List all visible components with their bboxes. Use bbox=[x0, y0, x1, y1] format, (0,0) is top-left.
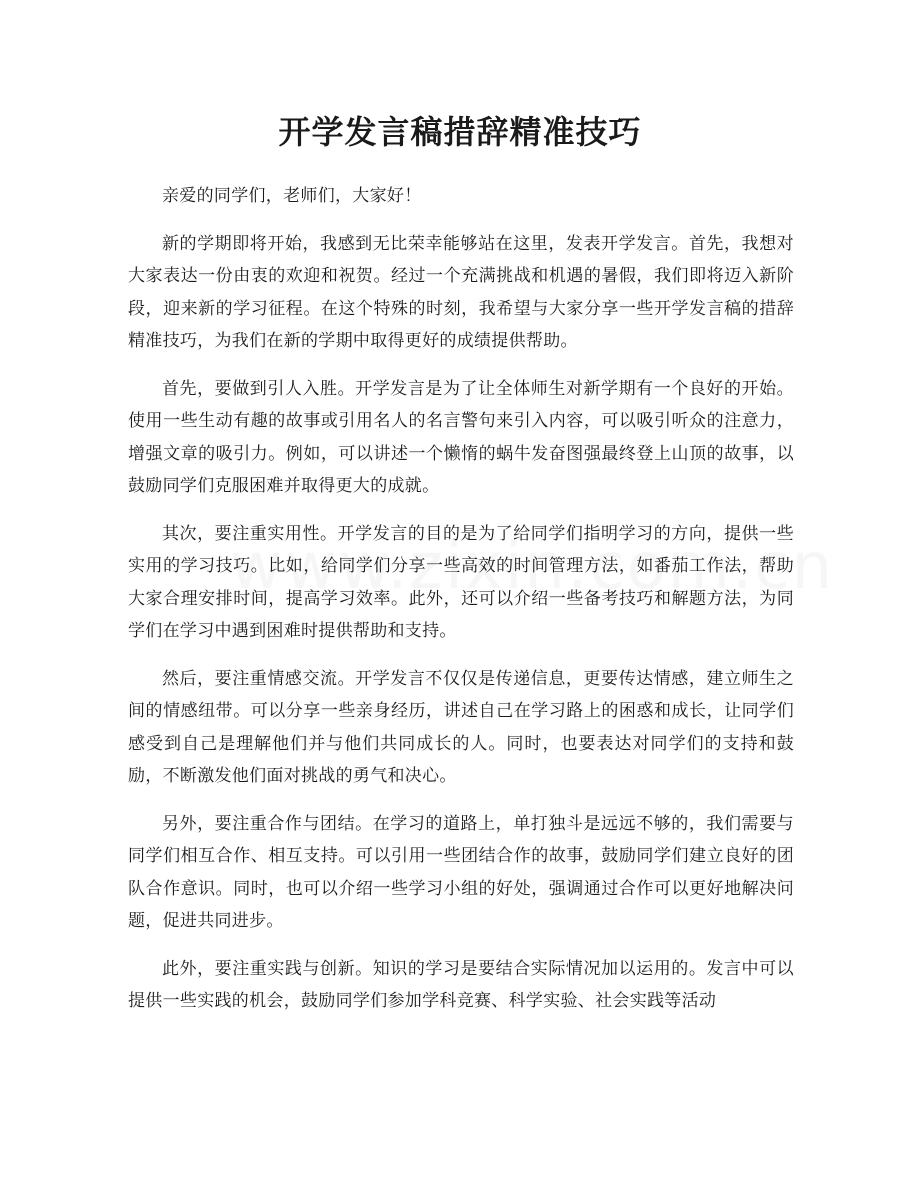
paragraph-practical: 其次，要注重实用性。开学发言的目的是为了给同学们指明学习的方向，提供一些实用的学习技巧。比如，给同学们分享一些高效的时间管理方法，如番茄工作法，帮助大家合理安排时间，提高学习效率。此外，还可以介绍一些备考技巧和解题方法，为同学们在学习中遇到困难时提供帮助和支持。 bbox=[128, 523, 794, 641]
paragraph-intro: 新的学期即将开始，我感到无比荣幸能够站在这里，发表开学发言。首先，我想对大家表达一份由衷的欢迎和祝贺。经过一个充满挑战和机遇的暑假，我们即将迈入新阶段，迎来新的学习征程。在这个特殊的时刻，我希望与大家分享一些开学发言稿的措辞精准技巧，为我们在新的学期中取得更好的成绩提供帮助。 bbox=[128, 233, 794, 351]
paragraph-emotional: 然后，要注重情感交流。开学发言不仅仅是传递信息，更要传达情感，建立师生之间的情感纽带。可以分享一些亲身经历，讲述自己在学习路上的困惑和成长，让同学们感受到自己是理解他们并与他们共同成长的人。同时，也要表达对同学们的支持和鼓励，不断激发他们面对挑战的勇气和决心。 bbox=[128, 668, 794, 786]
paragraph-greeting: 亲爱的同学们，老师们，大家好！ bbox=[162, 186, 422, 206]
document-body bbox=[128, 180, 794, 1033]
paragraph-teamwork: 另外，要注重合作与团结。在学习的道路上，单打独斗是远远不够的，我们需要与同学们相互合作、相互支持。可以引用一些团结合作的故事，鼓励同学们建立良好的团队合作意识。同时，也可以介绍一些学习小组的好处，强调通过合作可以更好地解决问题，促进共同进步。 bbox=[128, 813, 794, 931]
document-title: 开学发言稿措辞精准技巧 bbox=[278, 113, 642, 151]
paragraph-engaging: 首先，要做到引人入胜。开学发言是为了让全体师生对新学期有一个良好的开始。使用一些生动有趣的故事或引用名人的名言警句来引入内容，可以吸引听众的注意力，增强文章的吸引力。例如，可以讲述一个懒惰的蜗牛发奋图强最终登上山顶的故事，以鼓励同学们克服困难并取得更大的成就。 bbox=[128, 378, 794, 496]
paragraph-practice: 此外，要注重实践与创新。知识的学习是要结合实际情况加以运用的。发言中可以提供一些实践的机会，鼓励同学们参加学科竞赛、科学实验、社会实践等活动 bbox=[128, 958, 794, 1011]
